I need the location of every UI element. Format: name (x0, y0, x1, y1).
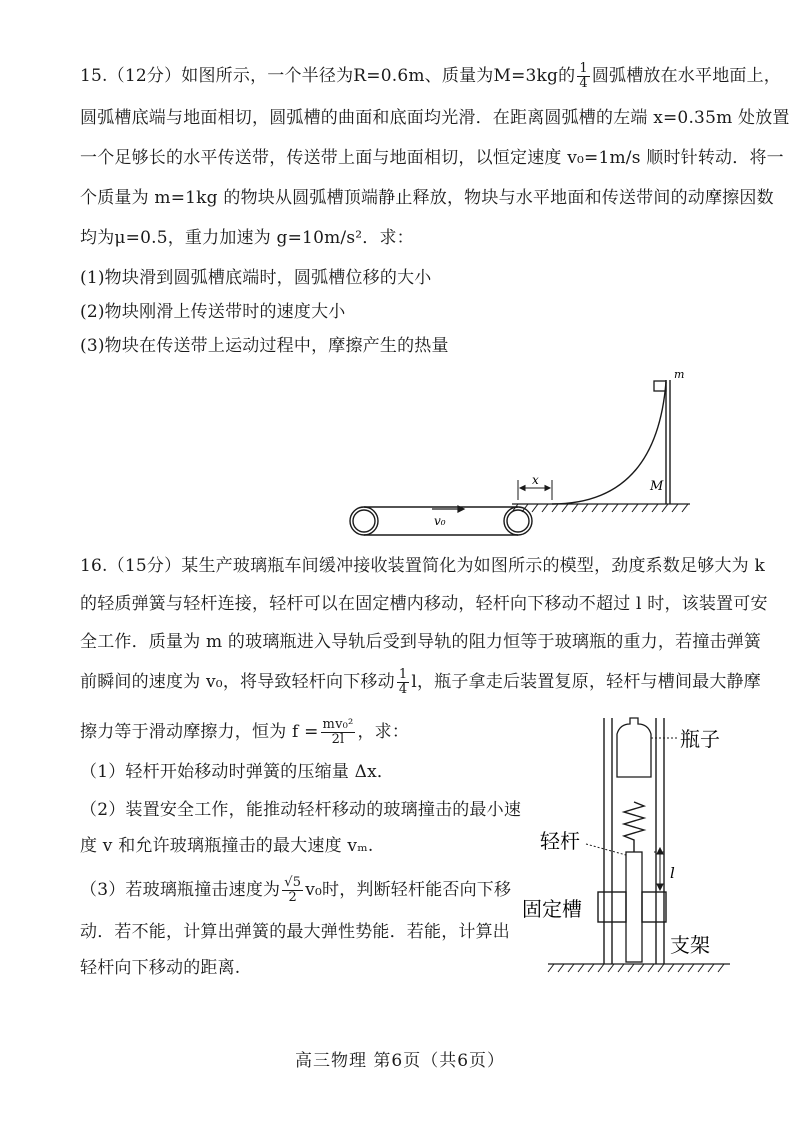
q16-line-4: 前瞬间的速度为 v₀，将导致轻杆向下移动 $\frac{1}{4}$ l，瓶子拿走后装置复原，轻杆与槽间最大静摩 (80, 667, 761, 697)
q16-line-5: 擦力等于滑动摩擦力，恒为 f = $\frac{\text{mv₀²}}{2l}$ ，求： (80, 717, 410, 747)
spring (624, 802, 644, 852)
q15-item-3: (3)物块在传送带上运动过程中，摩擦产生的热量 (80, 336, 449, 356)
light-rod (626, 852, 642, 962)
stand-ground (548, 964, 730, 972)
label-l: l (670, 864, 675, 882)
label-m: m (674, 368, 685, 381)
block-m (654, 381, 666, 391)
rod-leader (586, 844, 626, 855)
bottle (617, 718, 651, 777)
q16-item-2a: （2）装置安全工作，能推动轻杆移动的玻璃撞击的最小速 (80, 800, 522, 820)
fraction-quarter: $\frac{1}{4}$ (579, 61, 588, 91)
q15-line-5: 均为μ=0.5，重力加速为 g=10m/s²．求： (80, 228, 414, 248)
q15-line-4: 个质量为 m=1kg 的物块从圆弧槽顶端静止释放，物块与水平地面和传送带间的动摩擦因数 (80, 188, 774, 208)
q16-item-3b: 动．若不能，计算出弹簧的最大弹性势能．若能，计算出 (80, 922, 510, 942)
label-bottle: 瓶子 (680, 727, 720, 751)
q15-item-2: (2)物块刚滑上传送带时的速度大小 (80, 302, 346, 322)
q15-figure (340, 366, 700, 546)
q16-line-3: 全工作．质量为 m 的玻璃瓶进入导轨后受到导轨的阻力恒等于玻璃瓶的重力，若撞击弹簧 (80, 632, 762, 652)
label-stand: 支架 (670, 933, 710, 957)
label-rod: 轻杆 (540, 829, 580, 853)
q15-line-2: 圆弧槽底端与地面相切，圆弧槽的曲面和底面均光滑．在距离圆弧槽的左端 x=0.35m 处放置 (80, 108, 790, 128)
label-v0: v₀ (434, 514, 446, 528)
q16-item-1: （1）轻杆开始移动时弹簧的压缩量 Δx． (80, 762, 395, 782)
fraction-sqrt5-over-2: $\frac{√5}{2}$ (284, 875, 302, 905)
fraction-quarter-l: $\frac{1}{4}$ (398, 667, 408, 697)
page-footer: 高三物理 第6页（共6页） (294, 1051, 506, 1071)
q15-line-1: 15.（12分）如图所示，一个半径为R=0.6m、质量为M=3kg的 $\frac{1}{4}$ 圆弧槽放在水平地面上， (80, 61, 782, 91)
label-x: x (532, 473, 539, 487)
fraction-friction: $\frac{\text{mv₀²}}{2l}$ (322, 717, 354, 747)
q16-line-2: 的轻质弹簧与轻杆连接，轻杆可以在固定槽内移动，轻杆向下移动不超过 l 时，该装置可安 (80, 594, 768, 614)
q15-item-1: (1)物块滑到圆弧槽底端时，圆弧槽位移的大小 (80, 268, 432, 288)
ground-line (512, 504, 690, 512)
q16-line-1: 16.（15分）某生产玻璃瓶车间缓冲接收装置简化为如图所示的模型，劲度系数足够大为 k (80, 556, 765, 576)
q16-item-3a: （3）若玻璃瓶撞击速度为 $\frac{√5}{2}$ v₀时，判断轻杆能否向下移 (80, 875, 512, 905)
q16-figure (520, 712, 740, 982)
q16-item-2b: 度 v 和允许玻璃瓶撞击的最大速度 vₘ. (80, 836, 374, 856)
q16-item-3c: 轻杆向下移动的距离. (80, 958, 241, 978)
label-M: M (650, 479, 664, 494)
label-groove: 固定槽 (522, 897, 582, 921)
q15-line-3: 一个足够长的水平传送带，传送带上面与地面相切，以恒定速度 v₀=1m/s 顺时针转动．将一 (80, 148, 784, 168)
